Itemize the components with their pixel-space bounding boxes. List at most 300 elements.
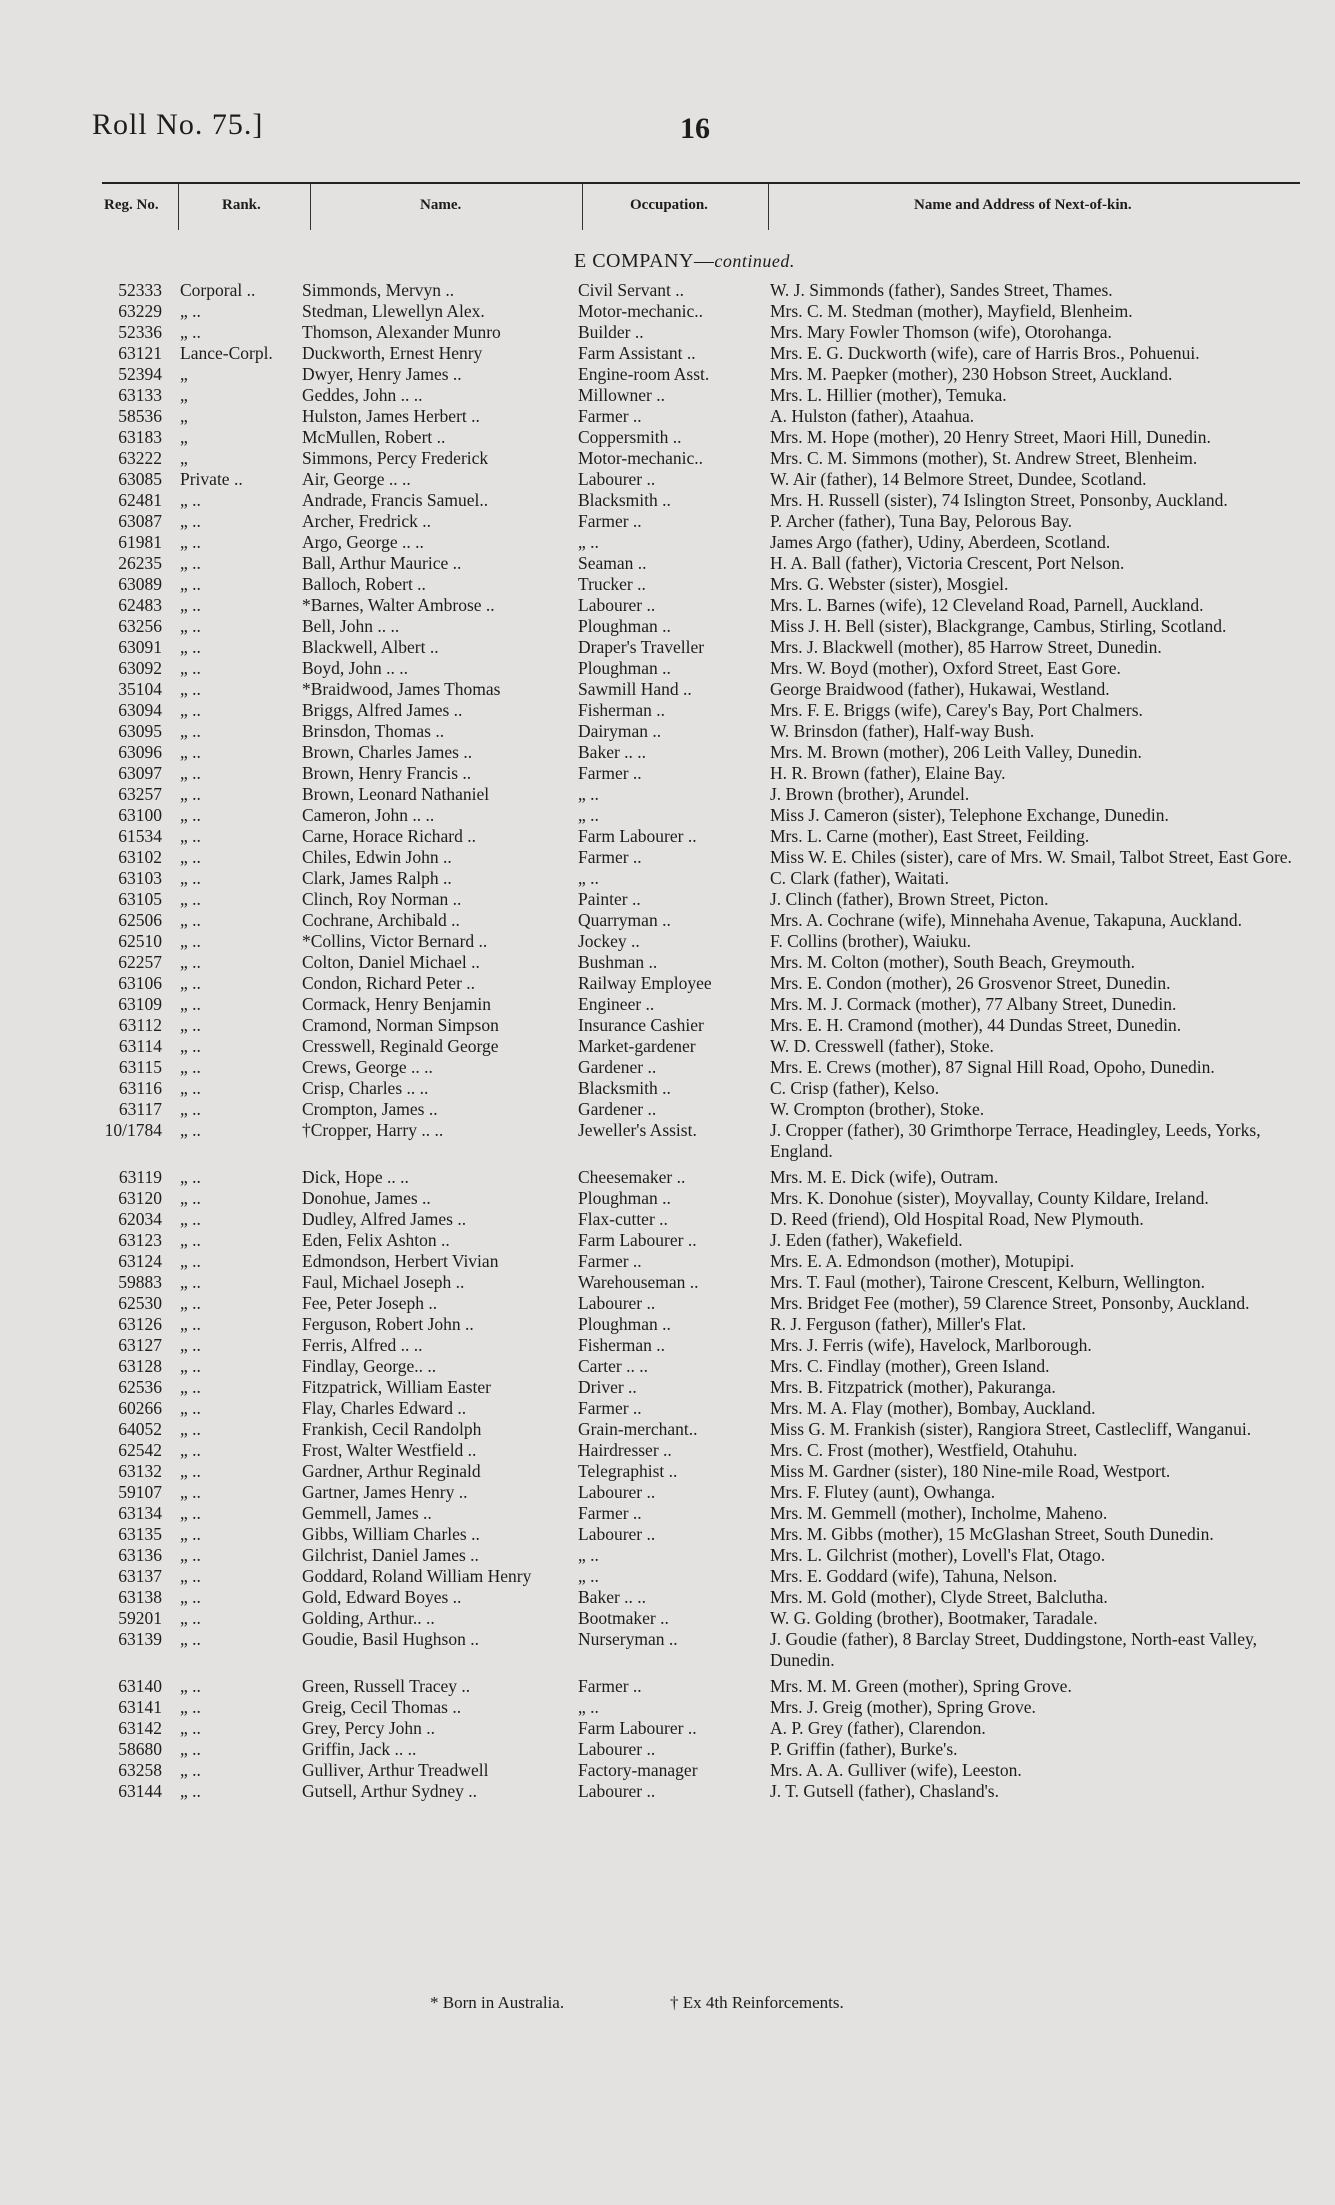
rank-cell: „ .. bbox=[180, 1272, 201, 1292]
occupation-cell: Grain-merchant.. bbox=[578, 1419, 698, 1439]
kin-cell: Mrs. M. Brown (mother), 206 Leith Valley, Dunedin. bbox=[770, 742, 1142, 762]
rank-cell: „ .. bbox=[180, 1078, 201, 1098]
table-row bbox=[0, 805, 1335, 826]
occupation-cell: Farmer .. bbox=[578, 1676, 642, 1696]
occupation-cell: Flax-cutter .. bbox=[578, 1209, 668, 1229]
name-cell: Cochrane, Archibald .. bbox=[302, 910, 460, 930]
rank-cell: „ .. bbox=[180, 889, 201, 909]
rank-cell: „ .. bbox=[180, 1335, 201, 1355]
kin-cell: Mrs. M. Hope (mother), 20 Henry Street, Maori Hill, Dunedin. bbox=[770, 427, 1211, 447]
rank-cell: „ .. bbox=[180, 1629, 201, 1649]
name-cell: Dwyer, Henry James .. bbox=[302, 364, 462, 384]
kin-cell: Mrs. M. E. Dick (wife), Outram. bbox=[770, 1167, 999, 1187]
occupation-cell: Millowner .. bbox=[578, 385, 666, 405]
kin-cell: Mrs. F. Flutey (aunt), Owhanga. bbox=[770, 1482, 996, 1502]
table-row bbox=[0, 1419, 1335, 1440]
occupation-cell: Market-gardener bbox=[578, 1036, 696, 1056]
name-cell: Gibbs, William Charles .. bbox=[302, 1524, 480, 1544]
reg-cell: 63109 bbox=[118, 994, 162, 1014]
kin-cell: Mrs. J. Ferris (wife), Havelock, Marlborough. bbox=[770, 1335, 1092, 1355]
occupation-cell: Farmer .. bbox=[578, 847, 642, 867]
occupation-cell: „ .. bbox=[578, 532, 599, 552]
reg-cell: 63137 bbox=[118, 1566, 162, 1586]
kin-cell: Mrs. M. M. Green (mother), Spring Grove. bbox=[770, 1676, 1072, 1696]
occupation-cell: Ploughman .. bbox=[578, 658, 671, 678]
name-cell: Boyd, John .. .. bbox=[302, 658, 408, 678]
reg-cell: 63133 bbox=[118, 385, 162, 405]
kin-cell: D. Reed (friend), Old Hospital Road, New Plymouth. bbox=[770, 1209, 1144, 1229]
name-cell: Colton, Daniel Michael .. bbox=[302, 952, 480, 972]
table-row bbox=[0, 1781, 1335, 1802]
occupation-cell: Gardener .. bbox=[578, 1057, 657, 1077]
rank-cell: „ .. bbox=[180, 994, 201, 1014]
reg-cell: 63100 bbox=[118, 805, 162, 825]
kin-cell: Miss J. Cameron (sister), Telephone Exchange, Dunedin. bbox=[770, 805, 1169, 825]
table-row bbox=[0, 1718, 1335, 1739]
kin-cell: Mrs. K. Donohue (sister), Moyvallay, County Kildare, Ireland. bbox=[770, 1188, 1209, 1208]
occupation-cell: Coppersmith .. bbox=[578, 427, 682, 447]
kin-cell: Miss W. E. Chiles (sister), care of Mrs. W. Smail, Talbot Street, East Gore. bbox=[770, 847, 1292, 867]
occupation-cell: Labourer .. bbox=[578, 1524, 656, 1544]
kin-cell: Mrs. E. Condon (mother), 26 Grosvenor Street, Dunedin. bbox=[770, 973, 1171, 993]
name-cell: Argo, George .. .. bbox=[302, 532, 424, 552]
table-row bbox=[0, 406, 1335, 427]
reg-cell: 63123 bbox=[118, 1230, 162, 1250]
rank-cell: „ .. bbox=[180, 784, 201, 804]
reg-cell: 63229 bbox=[118, 301, 162, 321]
occupation-cell: Blacksmith .. bbox=[578, 1078, 671, 1098]
kin-cell: Mrs. Bridget Fee (mother), 59 Clarence Street, Ponsonby, Auckland. bbox=[770, 1293, 1250, 1313]
reg-cell: 62530 bbox=[118, 1293, 162, 1313]
rank-cell: „ .. bbox=[180, 301, 201, 321]
table-row bbox=[0, 301, 1335, 322]
reg-cell: 63102 bbox=[118, 847, 162, 867]
name-cell: Gold, Edward Boyes .. bbox=[302, 1587, 462, 1607]
table-row bbox=[0, 1335, 1335, 1356]
table-row bbox=[0, 826, 1335, 847]
occupation-cell: Farmer .. bbox=[578, 511, 642, 531]
rank-cell: „ .. bbox=[180, 511, 201, 531]
footnote-australia: * Born in Australia. bbox=[430, 1993, 565, 2012]
table-row bbox=[0, 1503, 1335, 1524]
kin-cell: R. J. Ferguson (father), Miller's Flat. bbox=[770, 1314, 1027, 1334]
occupation-cell: Cheesemaker .. bbox=[578, 1167, 686, 1187]
occupation-cell: Sawmill Hand .. bbox=[578, 679, 692, 699]
name-cell: Geddes, John .. .. bbox=[302, 385, 423, 405]
table-row bbox=[0, 1440, 1335, 1461]
reg-cell: 63105 bbox=[118, 889, 162, 909]
reg-cell: 63139 bbox=[118, 1629, 162, 1649]
occupation-cell: Draper's Traveller bbox=[578, 637, 705, 657]
rank-cell: „ .. bbox=[180, 574, 201, 594]
occupation-cell: Motor-mechanic.. bbox=[578, 301, 704, 321]
kin-cell: Mrs. E. Goddard (wife), Tahuna, Nelson. bbox=[770, 1566, 1058, 1586]
kin-cell: W. D. Cresswell (father), Stoke. bbox=[770, 1036, 994, 1056]
occupation-cell: Telegraphist .. bbox=[578, 1461, 678, 1481]
table-row bbox=[0, 1739, 1335, 1760]
rank-cell: „ .. bbox=[180, 826, 201, 846]
rank-cell: „ bbox=[180, 364, 188, 384]
reg-cell: 62481 bbox=[118, 490, 162, 510]
col-name-header: Name. bbox=[420, 197, 462, 213]
kin-cell: Mrs. E. G. Duckworth (wife), care of Harris Bros., Pohuenui. bbox=[770, 343, 1200, 363]
table-row bbox=[0, 868, 1335, 889]
name-cell: †Cropper, Harry .. .. bbox=[302, 1120, 444, 1140]
rank-cell: „ .. bbox=[180, 931, 201, 951]
name-cell: Edmondson, Herbert Vivian bbox=[302, 1251, 499, 1271]
reg-cell: 63091 bbox=[118, 637, 162, 657]
kin-cell: George Braidwood (father), Hukawai, Westland. bbox=[770, 679, 1110, 699]
reg-cell: 63085 bbox=[118, 469, 162, 489]
rank-cell: „ .. bbox=[180, 1545, 201, 1565]
rank-cell: „ .. bbox=[180, 1314, 201, 1334]
rank-cell: „ .. bbox=[180, 1608, 201, 1628]
name-cell: Findlay, George.. .. bbox=[302, 1356, 437, 1376]
table-row bbox=[0, 1760, 1335, 1781]
kin-cell: P. Archer (father), Tuna Bay, Pelorous Bay. bbox=[770, 511, 1072, 531]
kin-cell: Mrs. L. Gilchrist (mother), Lovell's Flat, Otago. bbox=[770, 1545, 1106, 1565]
name-cell: Faul, Michael Joseph .. bbox=[302, 1272, 465, 1292]
table-row bbox=[0, 637, 1335, 658]
kin-cell: P. Griffin (father), Burke's. bbox=[770, 1739, 958, 1759]
column-header-row bbox=[102, 182, 1300, 232]
table-row bbox=[0, 364, 1335, 385]
rank-cell: „ .. bbox=[180, 1566, 201, 1586]
reg-cell: 63087 bbox=[118, 511, 162, 531]
name-cell: Hulston, James Herbert .. bbox=[302, 406, 480, 426]
reg-cell: 61981 bbox=[118, 532, 162, 552]
rank-cell: „ .. bbox=[180, 742, 201, 762]
kin-cell: C. Clark (father), Waitati. bbox=[770, 868, 950, 888]
reg-cell: 52394 bbox=[118, 364, 162, 384]
reg-cell: 62483 bbox=[118, 595, 162, 615]
reg-cell: 52333 bbox=[118, 280, 162, 300]
occupation-cell: Labourer .. bbox=[578, 1482, 656, 1502]
table-row bbox=[0, 1629, 1335, 1676]
kin-cell: W. Crompton (brother), Stoke. bbox=[770, 1099, 985, 1119]
occupation-cell: Bootmaker .. bbox=[578, 1608, 669, 1628]
reg-cell: 63112 bbox=[118, 1015, 162, 1035]
occupation-cell: Engineer .. bbox=[578, 994, 655, 1014]
name-cell: Duckworth, Ernest Henry bbox=[302, 343, 483, 363]
rank-cell: „ .. bbox=[180, 1482, 201, 1502]
name-cell: Balloch, Robert .. bbox=[302, 574, 426, 594]
table-row bbox=[0, 742, 1335, 763]
table-row bbox=[0, 553, 1335, 574]
rank-cell: „ .. bbox=[180, 1676, 201, 1696]
name-cell: Archer, Fredrick .. bbox=[302, 511, 432, 531]
table-row bbox=[0, 1188, 1335, 1209]
reg-cell: 63142 bbox=[118, 1718, 162, 1738]
occupation-cell: Civil Servant .. bbox=[578, 280, 684, 300]
reg-cell: 63136 bbox=[118, 1545, 162, 1565]
rank-cell: „ .. bbox=[180, 763, 201, 783]
reg-cell: 26235 bbox=[118, 553, 162, 573]
reg-cell: 63257 bbox=[118, 784, 162, 804]
occupation-cell: Engine-room Asst. bbox=[578, 364, 710, 384]
table-row bbox=[0, 616, 1335, 637]
name-cell: Crompton, James .. bbox=[302, 1099, 438, 1119]
occupation-cell: Dairyman .. bbox=[578, 721, 662, 741]
occupation-cell: „ .. bbox=[578, 1566, 599, 1586]
kin-cell: Mrs. M. A. Flay (mother), Bombay, Auckland. bbox=[770, 1398, 1096, 1418]
rank-cell: „ .. bbox=[180, 1057, 201, 1077]
table-row bbox=[0, 1608, 1335, 1629]
occupation-cell: Trucker .. bbox=[578, 574, 646, 594]
occupation-cell: Driver .. bbox=[578, 1377, 637, 1397]
reg-cell: 59201 bbox=[118, 1608, 162, 1628]
name-cell: Brinsdon, Thomas .. bbox=[302, 721, 445, 741]
rank-cell: „ .. bbox=[180, 1524, 201, 1544]
table-row bbox=[0, 1461, 1335, 1482]
rank-cell: „ .. bbox=[180, 1209, 201, 1229]
kin-cell: Mrs. M. J. Cormack (mother), 77 Albany Street, Dunedin. bbox=[770, 994, 1177, 1014]
occupation-cell: Bushman .. bbox=[578, 952, 658, 972]
reg-cell: 63134 bbox=[118, 1503, 162, 1523]
reg-cell: 60266 bbox=[118, 1398, 162, 1418]
kin-cell: James Argo (father), Udiny, Aberdeen, Scotland. bbox=[770, 532, 1111, 552]
name-cell: Blackwell, Albert .. bbox=[302, 637, 439, 657]
reg-cell: 59883 bbox=[118, 1272, 162, 1292]
reg-cell: 61534 bbox=[118, 826, 162, 846]
reg-cell: 10/1784 bbox=[104, 1120, 162, 1140]
rank-cell: „ bbox=[180, 427, 188, 447]
name-cell: Gemmell, James .. bbox=[302, 1503, 432, 1523]
rank-cell: „ .. bbox=[180, 1230, 201, 1250]
rank-cell: „ .. bbox=[180, 1461, 201, 1481]
table-row bbox=[0, 385, 1335, 406]
reg-cell: 52336 bbox=[118, 322, 162, 342]
name-cell: Stedman, Llewellyn Alex. bbox=[302, 301, 485, 321]
rank-cell: „ .. bbox=[180, 1377, 201, 1397]
kin-cell: A. P. Grey (father), Clarendon. bbox=[770, 1718, 986, 1738]
name-cell: Fitzpatrick, William Easter bbox=[302, 1377, 491, 1397]
kin-cell: J. Brown (brother), Arundel. bbox=[770, 784, 970, 804]
rank-cell: „ .. bbox=[180, 1739, 201, 1759]
occupation-cell: Labourer .. bbox=[578, 1739, 656, 1759]
reg-cell: 63116 bbox=[118, 1078, 162, 1098]
reg-cell: 63115 bbox=[118, 1057, 162, 1077]
table-row bbox=[0, 1566, 1335, 1587]
rank-cell: „ .. bbox=[180, 679, 201, 699]
reg-cell: 63094 bbox=[118, 700, 162, 720]
name-cell: Gilchrist, Daniel James .. bbox=[302, 1545, 479, 1565]
kin-cell: W. G. Golding (brother), Bootmaker, Taradale. bbox=[770, 1608, 1098, 1628]
name-cell: McMullen, Robert .. bbox=[302, 427, 446, 447]
name-cell: Air, George .. .. bbox=[302, 469, 411, 489]
kin-cell: Mrs. W. Boyd (mother), Oxford Street, East Gore. bbox=[770, 658, 1121, 678]
table-row bbox=[0, 1230, 1335, 1251]
name-cell: Cresswell, Reginald George bbox=[302, 1036, 499, 1056]
table-row bbox=[0, 763, 1335, 784]
rank-cell: „ .. bbox=[180, 658, 201, 678]
reg-cell: 62510 bbox=[118, 931, 162, 951]
rank-cell: „ .. bbox=[180, 553, 201, 573]
table-row bbox=[0, 931, 1335, 952]
kin-cell: Mrs. A. A. Gulliver (wife), Leeston. bbox=[770, 1760, 1022, 1780]
table-row bbox=[0, 1676, 1335, 1697]
name-cell: Eden, Felix Ashton .. bbox=[302, 1230, 450, 1250]
kin-cell: Mrs. E. Crews (mother), 87 Signal Hill Road, Opoho, Dunedin. bbox=[770, 1057, 1215, 1077]
occupation-cell: Painter .. bbox=[578, 889, 641, 909]
rank-cell: „ bbox=[180, 385, 188, 405]
rank-cell: „ .. bbox=[180, 700, 201, 720]
reg-cell: 62034 bbox=[118, 1209, 162, 1229]
kin-cell: A. Hulston (father), Ataahua. bbox=[770, 406, 975, 426]
occupation-cell: Farm Assistant .. bbox=[578, 343, 696, 363]
kin-cell: Mrs. L. Hillier (mother), Temuka. bbox=[770, 385, 1007, 405]
table-row bbox=[0, 784, 1335, 805]
table-row bbox=[0, 1524, 1335, 1545]
reg-cell: 63138 bbox=[118, 1587, 162, 1607]
kin-cell: Mrs. M. Gibbs (mother), 15 McGlashan Street, South Dunedin. bbox=[770, 1524, 1214, 1544]
name-cell: *Collins, Victor Bernard .. bbox=[302, 931, 488, 951]
table-row bbox=[0, 1078, 1335, 1099]
kin-cell: Mrs. M. Paepker (mother), 230 Hobson Street, Auckland. bbox=[770, 364, 1173, 384]
rank-cell: „ .. bbox=[180, 1398, 201, 1418]
occupation-cell: Labourer .. bbox=[578, 595, 656, 615]
rank-cell: „ .. bbox=[180, 1760, 201, 1780]
reg-cell: 63092 bbox=[118, 658, 162, 678]
name-cell: Simmonds, Mervyn .. bbox=[302, 280, 455, 300]
name-cell: Gutsell, Arthur Sydney .. bbox=[302, 1781, 477, 1801]
reg-cell: 63141 bbox=[118, 1697, 162, 1717]
occupation-cell: Quarryman .. bbox=[578, 910, 671, 930]
occupation-cell: Baker .. .. bbox=[578, 1587, 647, 1607]
name-cell: Bell, John .. .. bbox=[302, 616, 400, 636]
rank-cell: „ .. bbox=[180, 1120, 201, 1140]
header-divider bbox=[178, 184, 179, 230]
table-row bbox=[0, 1293, 1335, 1314]
table-row bbox=[0, 889, 1335, 910]
kin-cell: Mrs. A. Cochrane (wife), Minnehaha Avenue, Takapuna, Auckland. bbox=[770, 910, 1242, 930]
occupation-cell: Labourer .. bbox=[578, 1781, 656, 1801]
name-cell: Grey, Percy John .. bbox=[302, 1718, 436, 1738]
table-row bbox=[0, 952, 1335, 973]
reg-cell: 63128 bbox=[118, 1356, 162, 1376]
rank-cell: „ .. bbox=[180, 1099, 201, 1119]
table-row bbox=[0, 1251, 1335, 1272]
rank-cell: „ .. bbox=[180, 616, 201, 636]
occupation-cell: Baker .. .. bbox=[578, 742, 647, 762]
kin-cell: Mrs. E. A. Edmondson (mother), Motupipi. bbox=[770, 1251, 1075, 1271]
name-cell: Chiles, Edwin John .. bbox=[302, 847, 452, 867]
kin-cell: Mrs. F. E. Briggs (wife), Carey's Bay, Port Chalmers. bbox=[770, 700, 1143, 720]
table-row bbox=[0, 658, 1335, 679]
reg-cell: 62257 bbox=[118, 952, 162, 972]
rank-cell: „ .. bbox=[180, 1356, 201, 1376]
rank-cell: „ .. bbox=[180, 1503, 201, 1523]
name-cell: Gartner, James Henry .. bbox=[302, 1482, 468, 1502]
reg-cell: 62542 bbox=[118, 1440, 162, 1460]
section-heading: E COMPANY—continued. bbox=[574, 250, 795, 272]
rank-cell: „ .. bbox=[180, 1167, 201, 1187]
kin-cell: Mrs. E. H. Cramond (mother), 44 Dundas Street, Dunedin. bbox=[770, 1015, 1182, 1035]
kin-cell: Mrs. L. Carne (mother), East Street, Feilding. bbox=[770, 826, 1090, 846]
table-row bbox=[0, 1015, 1335, 1036]
rank-cell: „ bbox=[180, 406, 188, 426]
col-occupation-header: Occupation. bbox=[630, 197, 708, 213]
occupation-cell: Jockey .. bbox=[578, 931, 640, 951]
occupation-cell: Hairdresser .. bbox=[578, 1440, 672, 1460]
table-row bbox=[0, 847, 1335, 868]
kin-cell: Mrs. G. Webster (sister), Mosgiel. bbox=[770, 574, 1009, 594]
occupation-cell: Seaman .. bbox=[578, 553, 647, 573]
name-cell: Ferris, Alfred .. .. bbox=[302, 1335, 423, 1355]
table-row bbox=[0, 1482, 1335, 1503]
occupation-cell: Farmer .. bbox=[578, 406, 642, 426]
name-cell: Goddard, Roland William Henry bbox=[302, 1566, 532, 1586]
occupation-cell: Railway Employee bbox=[578, 973, 712, 993]
kin-cell: Mrs. M. Colton (mother), South Beach, Greymouth. bbox=[770, 952, 1136, 972]
name-cell: Clark, James Ralph .. bbox=[302, 868, 452, 888]
table-row bbox=[0, 1057, 1335, 1078]
name-cell: Gulliver, Arthur Treadwell bbox=[302, 1760, 489, 1780]
rank-cell: „ .. bbox=[180, 1781, 201, 1801]
table-row bbox=[0, 595, 1335, 616]
reg-cell: 63126 bbox=[118, 1314, 162, 1334]
reg-cell: 63258 bbox=[118, 1760, 162, 1780]
rank-cell: „ .. bbox=[180, 1440, 201, 1460]
name-cell: Crisp, Charles .. .. bbox=[302, 1078, 429, 1098]
rank-cell: „ .. bbox=[180, 637, 201, 657]
table-row bbox=[0, 679, 1335, 700]
reg-cell: 63135 bbox=[118, 1524, 162, 1544]
name-cell: Condon, Richard Peter .. bbox=[302, 973, 476, 993]
kin-cell: J. Cropper (father), 30 Grimthorpe Terrace, Headingley, Leeds, Yorks, England. bbox=[770, 1120, 1261, 1161]
name-cell: Gardner, Arthur Reginald bbox=[302, 1461, 481, 1481]
kin-cell: F. Collins (brother), Waiuku. bbox=[770, 931, 972, 951]
reg-cell: 63095 bbox=[118, 721, 162, 741]
table-row bbox=[0, 700, 1335, 721]
occupation-cell: Farmer .. bbox=[578, 1251, 642, 1271]
kin-cell: H. R. Brown (father), Elaine Bay. bbox=[770, 763, 1006, 783]
occupation-cell: Blacksmith .. bbox=[578, 490, 671, 510]
occupation-cell: Jeweller's Assist. bbox=[578, 1120, 697, 1140]
name-cell: Donohue, James .. bbox=[302, 1188, 431, 1208]
rank-cell: „ .. bbox=[180, 1587, 201, 1607]
page-number: 16 bbox=[680, 112, 710, 145]
name-cell: Carne, Horace Richard .. bbox=[302, 826, 476, 846]
table-row bbox=[0, 490, 1335, 511]
name-cell: *Braidwood, James Thomas bbox=[302, 679, 501, 699]
reg-cell: 63124 bbox=[118, 1251, 162, 1271]
occupation-cell: Labourer .. bbox=[578, 1293, 656, 1313]
roll-table bbox=[0, 280, 1335, 1802]
reg-cell: 63106 bbox=[118, 973, 162, 993]
name-cell: *Barnes, Walter Ambrose .. bbox=[302, 595, 495, 615]
occupation-cell: Nurseryman .. bbox=[578, 1629, 678, 1649]
table-row bbox=[0, 1167, 1335, 1188]
reg-cell: 62536 bbox=[118, 1377, 162, 1397]
table-row bbox=[0, 1099, 1335, 1120]
table-row bbox=[0, 574, 1335, 595]
table-row bbox=[0, 448, 1335, 469]
reg-cell: 35104 bbox=[118, 679, 162, 699]
table-row bbox=[0, 343, 1335, 364]
occupation-cell: Farmer .. bbox=[578, 1503, 642, 1523]
kin-cell: Mrs. M. Gemmell (mother), Incholme, Maheno. bbox=[770, 1503, 1108, 1523]
reg-cell: 63140 bbox=[118, 1676, 162, 1696]
reg-cell: 58536 bbox=[118, 406, 162, 426]
name-cell: Goudie, Basil Hughson .. bbox=[302, 1629, 479, 1649]
rank-cell: „ .. bbox=[180, 490, 201, 510]
footnote-ex-4th: † Ex 4th Reinforcements. bbox=[670, 1993, 844, 2012]
col-reg-header: Reg. No. bbox=[104, 197, 159, 213]
table-row bbox=[0, 1697, 1335, 1718]
table-row bbox=[0, 1398, 1335, 1419]
name-cell: Simmons, Percy Frederick bbox=[302, 448, 489, 468]
